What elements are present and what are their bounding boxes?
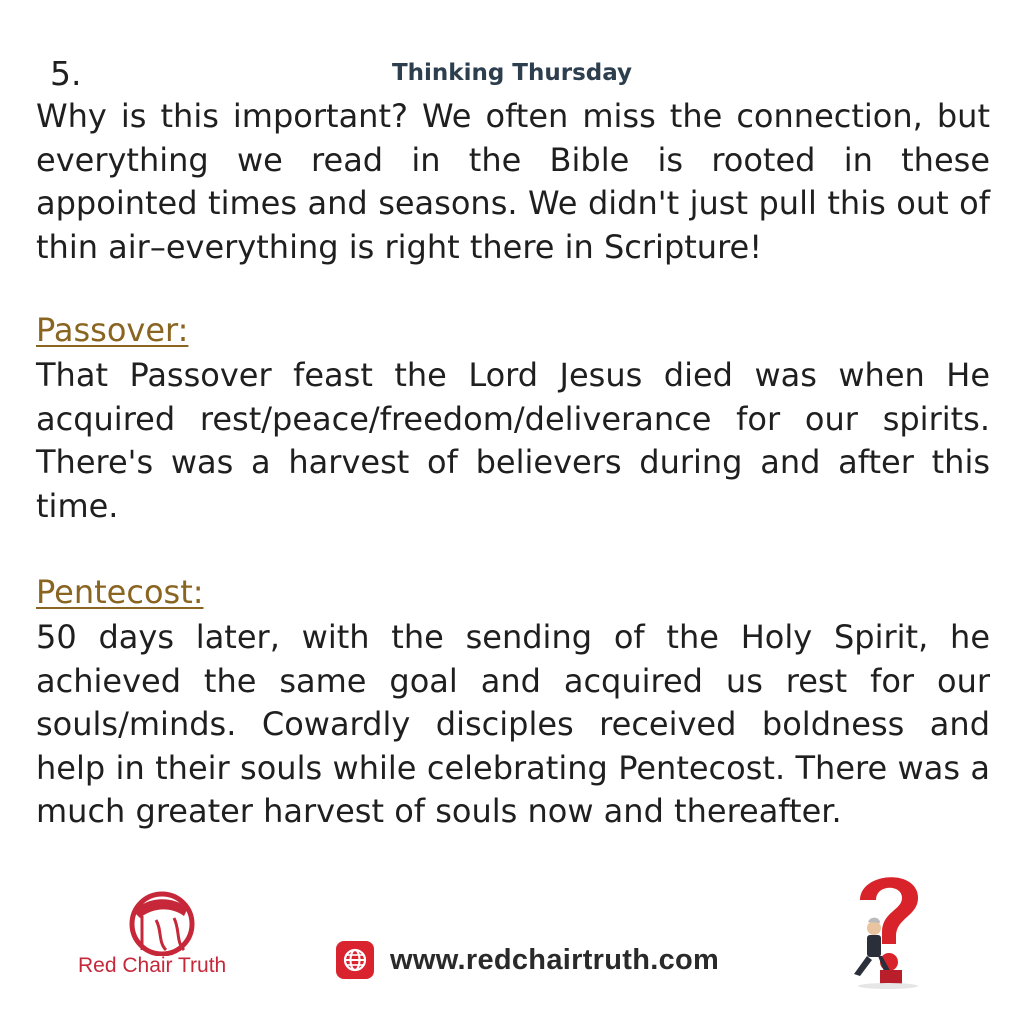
section-body-pentecost: 50 days later, with the sending of the Holy Spirit, he achieved the same goal and acquired us rest for our souls/minds. Cowardly disciples received boldness and help in their souls while celebrating Pentecost. There was a much greater harvest of souls now and thereafter. bbox=[36, 618, 990, 830]
page-title: Thinking Thursday bbox=[391, 60, 633, 86]
slide-number: 5. bbox=[50, 54, 82, 93]
question-mark-thinker-icon bbox=[840, 870, 940, 990]
website-link[interactable] bbox=[336, 940, 719, 980]
globe-icon bbox=[336, 941, 374, 979]
red-chair-logo-icon bbox=[122, 890, 202, 956]
brand-name: Red Chair Truth bbox=[78, 954, 227, 977]
brand-block[interactable] bbox=[62, 890, 272, 990]
section-heading-pentecost: Pentecost: bbox=[36, 573, 204, 611]
section-heading-passover: Passover: bbox=[36, 311, 189, 349]
website-url: www.redchairtruth.com bbox=[390, 943, 720, 976]
intro-paragraph: Why is this important? We often miss the connection, but everything we read in the Bible is rooted in these appointed times and seasons. We didn't just pull this out of thin air–everything is right there in Scripture! bbox=[36, 97, 990, 266]
section-body-passover: That Passover feast the Lord Jesus died was when He acquired rest/peace/freedom/deliverance for our spirits. There's was a harvest of believers during and after this time. bbox=[36, 356, 990, 525]
